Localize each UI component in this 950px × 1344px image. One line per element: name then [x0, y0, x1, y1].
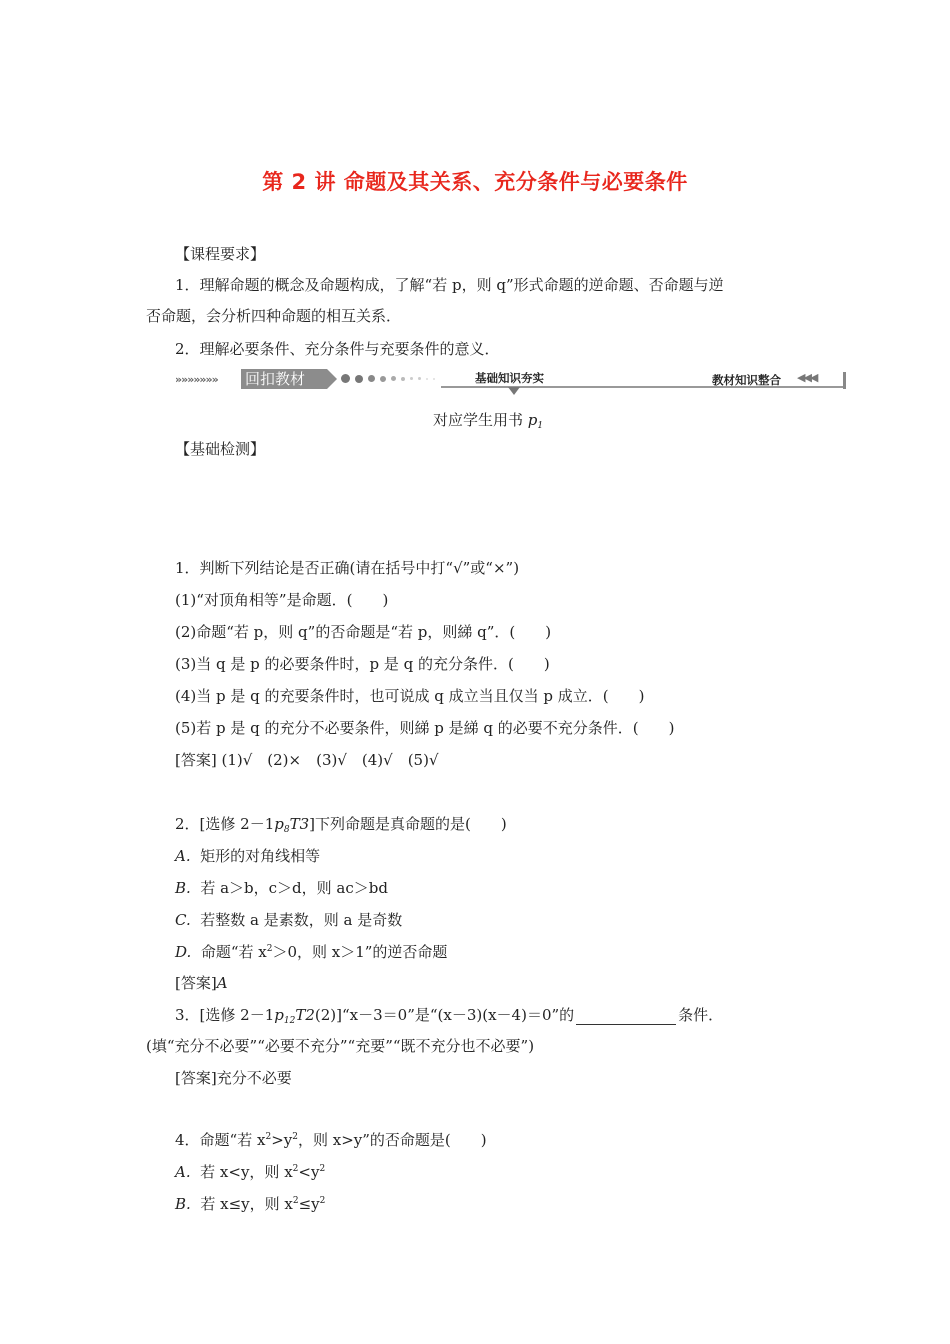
q1-item-3: (3)当 q 是 p 的必要条件时，p 是 q 的充分条件．( )	[175, 655, 550, 673]
textbook-reference-page: p	[527, 411, 538, 429]
banner-arrows-right: ◀◀◀	[797, 371, 817, 384]
banner-pointer	[508, 387, 520, 395]
q4-stem-sup-1: 2	[265, 1132, 272, 1142]
q4-stem-sup-2: 2	[292, 1132, 298, 1142]
banner-tag-tip	[327, 369, 337, 389]
q1-item-4: (4)当 p 是 q 的充要条件时，也可说成 q 成立当且仅当 p 成立．( )	[175, 687, 645, 705]
banner-right-label: 教材知识整合	[712, 373, 781, 387]
q2-option-b	[175, 877, 388, 898]
q4-stem-a: 4．命题“若 x	[175, 1131, 266, 1149]
q2-option-d-text-b: ＞0，则 x＞1”的逆否命题	[272, 943, 448, 961]
q2-option-a	[175, 845, 320, 866]
q4-option-a-b: <y	[298, 1163, 320, 1181]
q2-ref-t: T3	[289, 815, 310, 833]
q2-answer-prefix: [答案]	[175, 974, 217, 992]
banner-center-label: 基础知识夯实	[475, 371, 544, 385]
q2-ref-p: p	[274, 815, 284, 833]
q2-option-d-sup: 2	[266, 944, 273, 954]
q3-fill-blank[interactable]	[576, 1010, 676, 1025]
q4-stem-c: ，则 x>y”的否命题是( )	[297, 1131, 487, 1149]
q4-stem-b: >y	[271, 1131, 293, 1149]
basic-check-heading: 【基础检测】	[175, 440, 266, 458]
q3-stem-rest: (2)]“x－3＝0”是“(x－3)(x－4)＝0”的	[314, 1006, 575, 1024]
page-title: 第 2 讲 命题及其关系、充分条件与必要条件	[262, 170, 688, 194]
requirement-1-line-1: 1．理解命题的概念及命题构成，了解“若 p，则 q”形式命题的逆命题、否命题与逆	[175, 276, 724, 294]
q1-item-2: (2)命题“若 p，则 q”的否命题是“若 p，则綈 q”．( )	[175, 623, 552, 641]
banner-arrows-left: »»»»»»»	[175, 373, 218, 386]
q4-option-a-s1: 2	[292, 1164, 299, 1174]
q2-option-b-text: 若 a＞b，c＞d，则 ac＞bd	[200, 879, 388, 897]
q4-option-b-b: ≤y	[298, 1195, 320, 1213]
q2-answer	[175, 972, 228, 993]
q2-option-d-letter: D.	[175, 943, 192, 961]
q1-item-5: (5)若 p 是 q 的充分不必要条件，则綈 p 是綈 q 的必要不充分条件．( )	[175, 719, 675, 737]
banner-tag: 回扣教材	[241, 369, 327, 389]
q2-stem-rest: ]下列命题是真命题的是( )	[309, 815, 507, 833]
course-requirements-heading: 【课程要求】	[175, 245, 266, 263]
banner-end-bar	[843, 372, 846, 389]
q2-option-a-text: 矩形的对角线相等	[200, 847, 321, 865]
q4-option-b-s2: 2	[319, 1196, 326, 1206]
q2-num: 2．[选修 2－1	[175, 815, 275, 833]
q3-line-2: (填“充分不必要”“必要不充分”“充要”“既不充分也不必要”)	[146, 1037, 535, 1055]
q2-option-d	[175, 941, 447, 962]
q2-answer-value: A	[216, 974, 228, 992]
q4-option-a-s2: 2	[319, 1164, 326, 1174]
q4-option-b	[175, 1193, 325, 1214]
q4-option-b-letter: B.	[175, 1195, 191, 1213]
q2-stem	[175, 813, 507, 834]
q1-item-1: (1)“对顶角相等”是命题．( )	[175, 591, 389, 609]
q3-stem-end: 条件．	[678, 1006, 724, 1024]
requirement-2: 2．理解必要条件、充分条件与充要条件的意义．	[175, 340, 500, 358]
q3-ref-sub: 12	[283, 1016, 296, 1026]
q2-option-b-letter: B.	[175, 879, 191, 897]
q1-stem: 1．判断下列结论是否正确(请在括号中打“√”或“×”)	[175, 559, 520, 577]
banner-rule	[441, 386, 845, 388]
q3-ref-t: T2	[295, 1006, 315, 1024]
q4-stem	[175, 1129, 487, 1150]
q3-ref-p: p	[274, 1006, 284, 1024]
q1-answer: [答案] (1)√ (2)× (3)√ (4)√ (5)√	[175, 751, 439, 769]
q4-option-a-letter: A.	[175, 1163, 191, 1181]
q4-option-a	[175, 1161, 325, 1182]
requirement-1-line-2: 否命题，会分析四种命题的相互关系．	[146, 307, 402, 325]
q4-option-a-a: 若 x<y，则 x	[200, 1163, 293, 1181]
q2-ref-sub: 8	[283, 825, 290, 835]
textbook-reference-text: 对应学生用书	[433, 411, 528, 429]
q4-option-b-s1: 2	[292, 1196, 299, 1206]
q3-answer: [答案]充分不必要	[175, 1069, 292, 1087]
q2-option-c	[175, 909, 402, 930]
q2-option-a-letter: A.	[175, 847, 191, 865]
q2-option-c-text: 若整数 a 是素数，则 a 是奇数	[200, 911, 403, 929]
section-banner	[175, 367, 847, 391]
q2-option-c-letter: C.	[175, 911, 191, 929]
q3-num: 3．[选修 2－1	[175, 1006, 275, 1024]
textbook-reference	[433, 409, 543, 430]
textbook-reference-page-sub: 1	[537, 421, 544, 431]
q4-option-b-a: 若 x≤y，则 x	[200, 1195, 293, 1213]
q3-stem	[175, 1004, 723, 1025]
q2-option-d-text-a: 命题“若 x	[200, 943, 267, 961]
